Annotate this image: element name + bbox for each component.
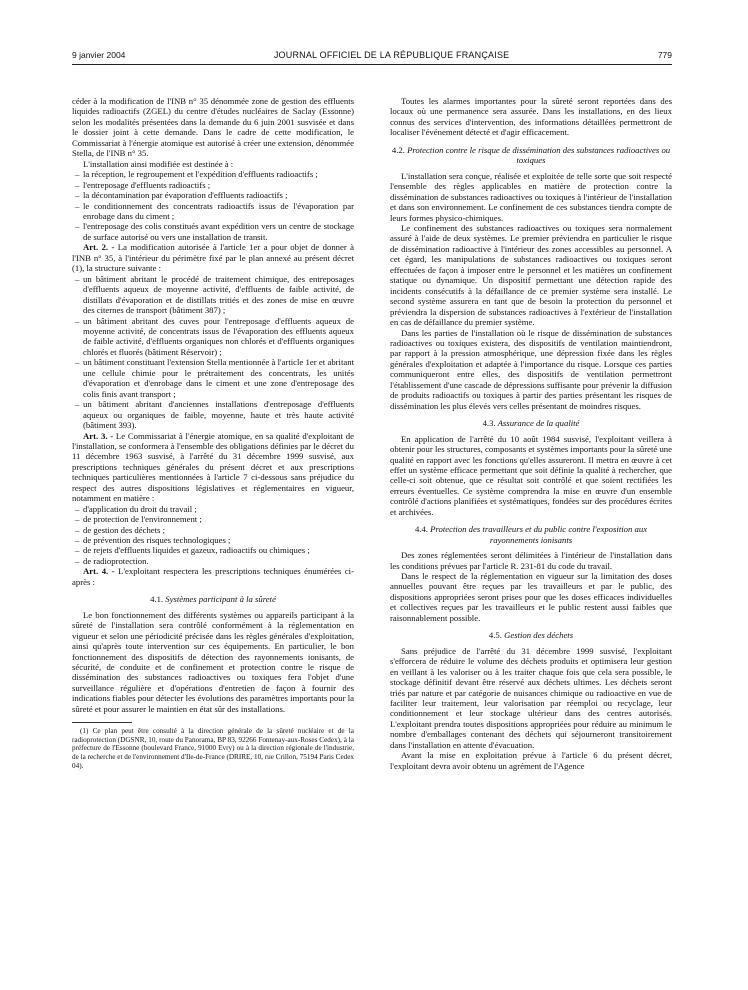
journal-title: JOURNAL OFFICIEL DE LA RÉPUBLIQUE FRANÇAISE <box>273 50 510 60</box>
list-structure <box>72 274 354 431</box>
list-item: – de gestion des déchets ; <box>75 524 166 535</box>
left-column <box>72 96 354 770</box>
paragraph: Dans le respect de la réglementation en vigueur sur la limitation des doses annuelles pouvant être reçues par les travailleurs et par le public, des dispositions appropriées seront prises pour que les doses efficaces individuelles et collectives reçues par les travailleurs et le public restent aussi faibles que raisonnablement possible. <box>390 571 672 623</box>
list-item: – d'application du droit du travail ; <box>75 503 197 514</box>
page-header <box>72 48 672 62</box>
page-number: 779 <box>657 50 672 60</box>
list-item: – le conditionnement des concentrats radioactifs issus de l'évaporation par enrobage dans du ciment ; <box>75 200 354 221</box>
footnote: (1) Ce plan peut être consulté à la direction générale de la sûreté nucléaire et de la radioprotection (DGSNR, 10, route du Panorama, BP 83, 92266 Fontenay-aux-Roses Cedex), à la préfecture de l'Essonne (boulevard France, 91000 Evry) ou à la direction régionale de l'industrie, de la recherche et de l'environnement d'Ile-de-France (DRIRE, 10, rue Crillon, 75194 Paris Cedex 04). <box>72 727 355 770</box>
paragraph: Dans les parties de l'installation où le risque de dissémination de substances radioactives ou toxiques existera, des dispositifs de ventilation maintiendront, par rapport à la pression atmosphérique, une dépression fixée dans les règles générales d'exploitation et adaptée à l'importance du risque. Lorsque ces parties communiqueront entre elles, des dispositifs de ventilation permettront l'établissement d'une cascade de dépressions suffisante pour prévenir la diffusion de produits radioactifs ou toxiques à partir des parties présentant les risques de dissémination les plus élevés vers celles présentant de moindres risques. <box>390 327 672 411</box>
paragraph: céder à la modification de l'INB n° 35 dénommée zone de gestion des effluents liquides radioactifs (ZGEL) du centre d'études nucléaires de Saclay (Essonne) selon les modalités présentées dans la demande du 6 juin 2001 susvisée et dans le dossier joint à cette demande. Dans le cadre de cette modification, le Commissariat à l'énergie atomique est autorisé à créer une extension, dénommée Stella, de l'INB n° 35. <box>72 96 354 159</box>
article-label: Art. 4. - <box>83 566 115 577</box>
section-heading-4-1: 4.1. Systèmes participant à la sûreté <box>150 594 276 605</box>
paragraph: Avant la mise en exploitation prévue à l'article 6 du présent décret, l'exploitant devra avoir obtenu un agrément de l'Agence <box>390 750 672 771</box>
list-destination <box>72 169 354 242</box>
footnote-rule <box>72 722 132 723</box>
paragraph: Le bon fonctionnement des différents systèmes ou appareils participant à la sûreté de l'installation sera contrôlé conformément à la réglementation en vigueur et selon une périodicité précisée dans les règles générales d'exploitation, ainsi qu'après toute intervention sur ces équipements. En particulier, le bon fonctionnement des dispositifs de détection des rayonnements ionisants, de sécurité, de conduite et de confinement et protection contre le risque de dissémination des substances radioactives ou toxiques fera l'objet d'une surveillance régulière et d'opérations d'entretien de façon à fournir des indications fiables pour détecter les évolutions des paramètres importants pour la sûreté et pour assurer le maintien en état sûr des installations. <box>72 609 354 714</box>
list-item: – l'entreposage d'effluents radioactifs ; <box>75 179 211 190</box>
list-item: – de radioprotection. <box>75 555 149 566</box>
list-item: – la réception, le regroupement et l'expédition d'effluents radioactifs ; <box>75 169 318 180</box>
paragraph: L'installation ainsi modifiée est destinée à : <box>83 158 234 169</box>
list-item: – l'entreposage des colis constitués avant expédition vers un centre de stockage de surface autorisé ou vers une installation de transit. <box>75 221 354 242</box>
paragraph: Le confinement des substances radioactives ou toxiques sera normalement assuré à l'aide de deux systèmes. Le premier préviendra en particulier le risque de dissémination radioactive à l'intérieur des zones accessibles au personnel. A cet égard, les manipulations de substances radioactives ou toxiques seront effectuées de façon à imposer entre le personnel et les matières un confinement statique ou dynamique. Un dispositif permettant une détection rapide des incidents consécutifs à la défaillance de ce premier système sera installé. Le second système assurera en tant que de besoin la protection du personnel et préviendra la dispersion de substances radioactives à l'extérieur de l'installation en cas de défaillance du premier système. <box>390 222 672 328</box>
paragraph: En application de l'arrêté du 10 août 1984 susvisé, l'exploitant veillera à obtenir pour les structures, composants et systèmes importants pour la sûreté une qualité en rapport avec les fonctions qu'elles assureront. Il mettra en œuvre à cet effet un système efficace permettant que soit définie la qualité à rechercher, que celle-ci soit obtenue, que ce résultat soit contrôlé et que soient rectifiées les erreurs éventuelles. Ce système comprendra la mise en œuvre d'un ensemble contrôlé d'actions planifiées et systématiques, fondées sur des procédures écrites et archivées. <box>390 433 672 517</box>
list-item: – la décontamination par évaporation d'effluents radioactifs ; <box>75 190 288 201</box>
section-heading-4-3: 4.3. Assurance de la qualité <box>482 418 580 429</box>
list-item: – de rejets d'effluents liquides et gazeux, radioactifs ou chimiques ; <box>75 545 310 556</box>
paragraph: Toutes les alarmes importantes pour la sûreté seront reportées dans des locaux où une permanence sera assurée. Dans les installations, en des lieux connus des services d'intervention, des informations détaillées permettront de localiser l'événement détecté et d'agir efficacement. <box>390 96 672 138</box>
paragraph: Sans préjudice de l'arrêté du 31 décembre 1999 susvisé, l'exploitant s'efforcera de réduire le volume des déchets produits et optimisera leur gestion en veillant à les valoriser ou à les traiter chaque fois que cela sera possible, le stockage définitif devant être réservé aux déchets ultimes. Les déchets seront triés par nature et par catégorie de nuisances chimique ou radioactive en vue de faciliter leur traitement, leur valorisation par réemploi ou recyclage, leur conditionnement et leur stockage ultérieur dans des centres autorisés. L'exploitant prendra toutes dispositions appropriées pour réduire au minimum le nombre d'emballages contenant des déchets qui séjourneront transitoirement dans l'installation en attente d'évacuation. <box>390 645 672 750</box>
section-heading-4-5: 4.5. Gestion des déchets <box>488 630 574 641</box>
list-item: – de protection de l'environnement ; <box>75 514 202 525</box>
article-label: Art. 2. - <box>83 242 115 253</box>
list-item: – un bâtiment constituant l'extension Stella mentionnée à l'article 1er et abritant une cellule chimie pour le prétraitement des concentrats, les unités d'évaporation et d'enrobage dans le ciment et une zone d'entreposage des colis finis avant transport ; <box>75 357 354 399</box>
article-label: Art. 3. - <box>83 430 114 441</box>
section-heading-4-4: 4.4. Protection des travailleurs et du public contre l'exposition aux rayonnements ionisants <box>414 524 648 545</box>
list-item: – un bâtiment abritant le procédé de traitement chimique, des entreposages d'effluents aqueux de moyenne activité, d'effluents de faible activité, de distillats d'évaporation et de distillats tritiés et des zones de mise en œuvre des citernes de transport (bâtiment 387) ; <box>75 273 354 316</box>
article-3: Art. 3. - Le Commissariat à l'énergie atomique, en sa qualité d'exploitant de l'installation, se conformera à l'ensemble des obligations définies par le décret du 11 décembre 1963 susvisé, à l'arrêté du 31 décembre 1999 susvisé, aux prescriptions techniques générales du présent décret et aux prescriptions techniques particulières mentionnées à l'article 7 ci-dessous sans préjudice du respect des autres dispositions législatives et réglementaires en vigueur, notamment en matière : <box>72 430 354 504</box>
article-2: Art. 2. - La modification autorisée à l'article 1er a pour objet de donner à l'INB n° 35, à l'intérieur du périmètre fixé par le plan annexé au présent décret (1), la structure suivante : <box>72 242 355 274</box>
list-item: – un bâtiment abritant des cuves pour l'entreposage d'effluents aqueux de moyenne activité, de concentrats issus de l'évaporation des effluents aqueux de faible activité, d'effluents organiques non chlorés et d'effluents organiques chlorés et fluorés (bâtiment Réservoir) ; <box>75 315 354 357</box>
right-column <box>390 96 672 771</box>
paragraph: Des zones réglementées seront délimitées à l'intérieur de l'installation dans les conditions prévues par l'article R. 231-81 du code du travail. <box>390 550 672 571</box>
list-item: – de prévention des risques technologiques ; <box>75 535 231 546</box>
section-heading-4-2: 4.2. Protection contre le risque de dissémination des substances radioactives ou toxiques <box>391 144 671 166</box>
header-rule <box>72 64 672 65</box>
paragraph: L'installation sera conçue, réalisée et exploitée de telle sorte que soit respecté l'ensemble des règles applicables en matière de protection contre la dissémination de substances radioactives ou toxiques à l'intérieur de l'installation et dans son environnement. Le confinement de ces substances tiendra compte de leurs formes physico-chimiques. <box>390 170 672 223</box>
article-4: Art. 4. - L'exploitant respectera les prescriptions techniques énumérées ci-après : <box>72 566 354 587</box>
list-matiere <box>72 504 354 567</box>
issue-date: 9 janvier 2004 <box>72 50 126 60</box>
list-item: – un bâtiment abritant d'anciennes installations d'entreposage d'effluents aqueux ou organiques de faible, moyenne, haute et très haute activité (bâtiment 393). <box>75 399 354 431</box>
